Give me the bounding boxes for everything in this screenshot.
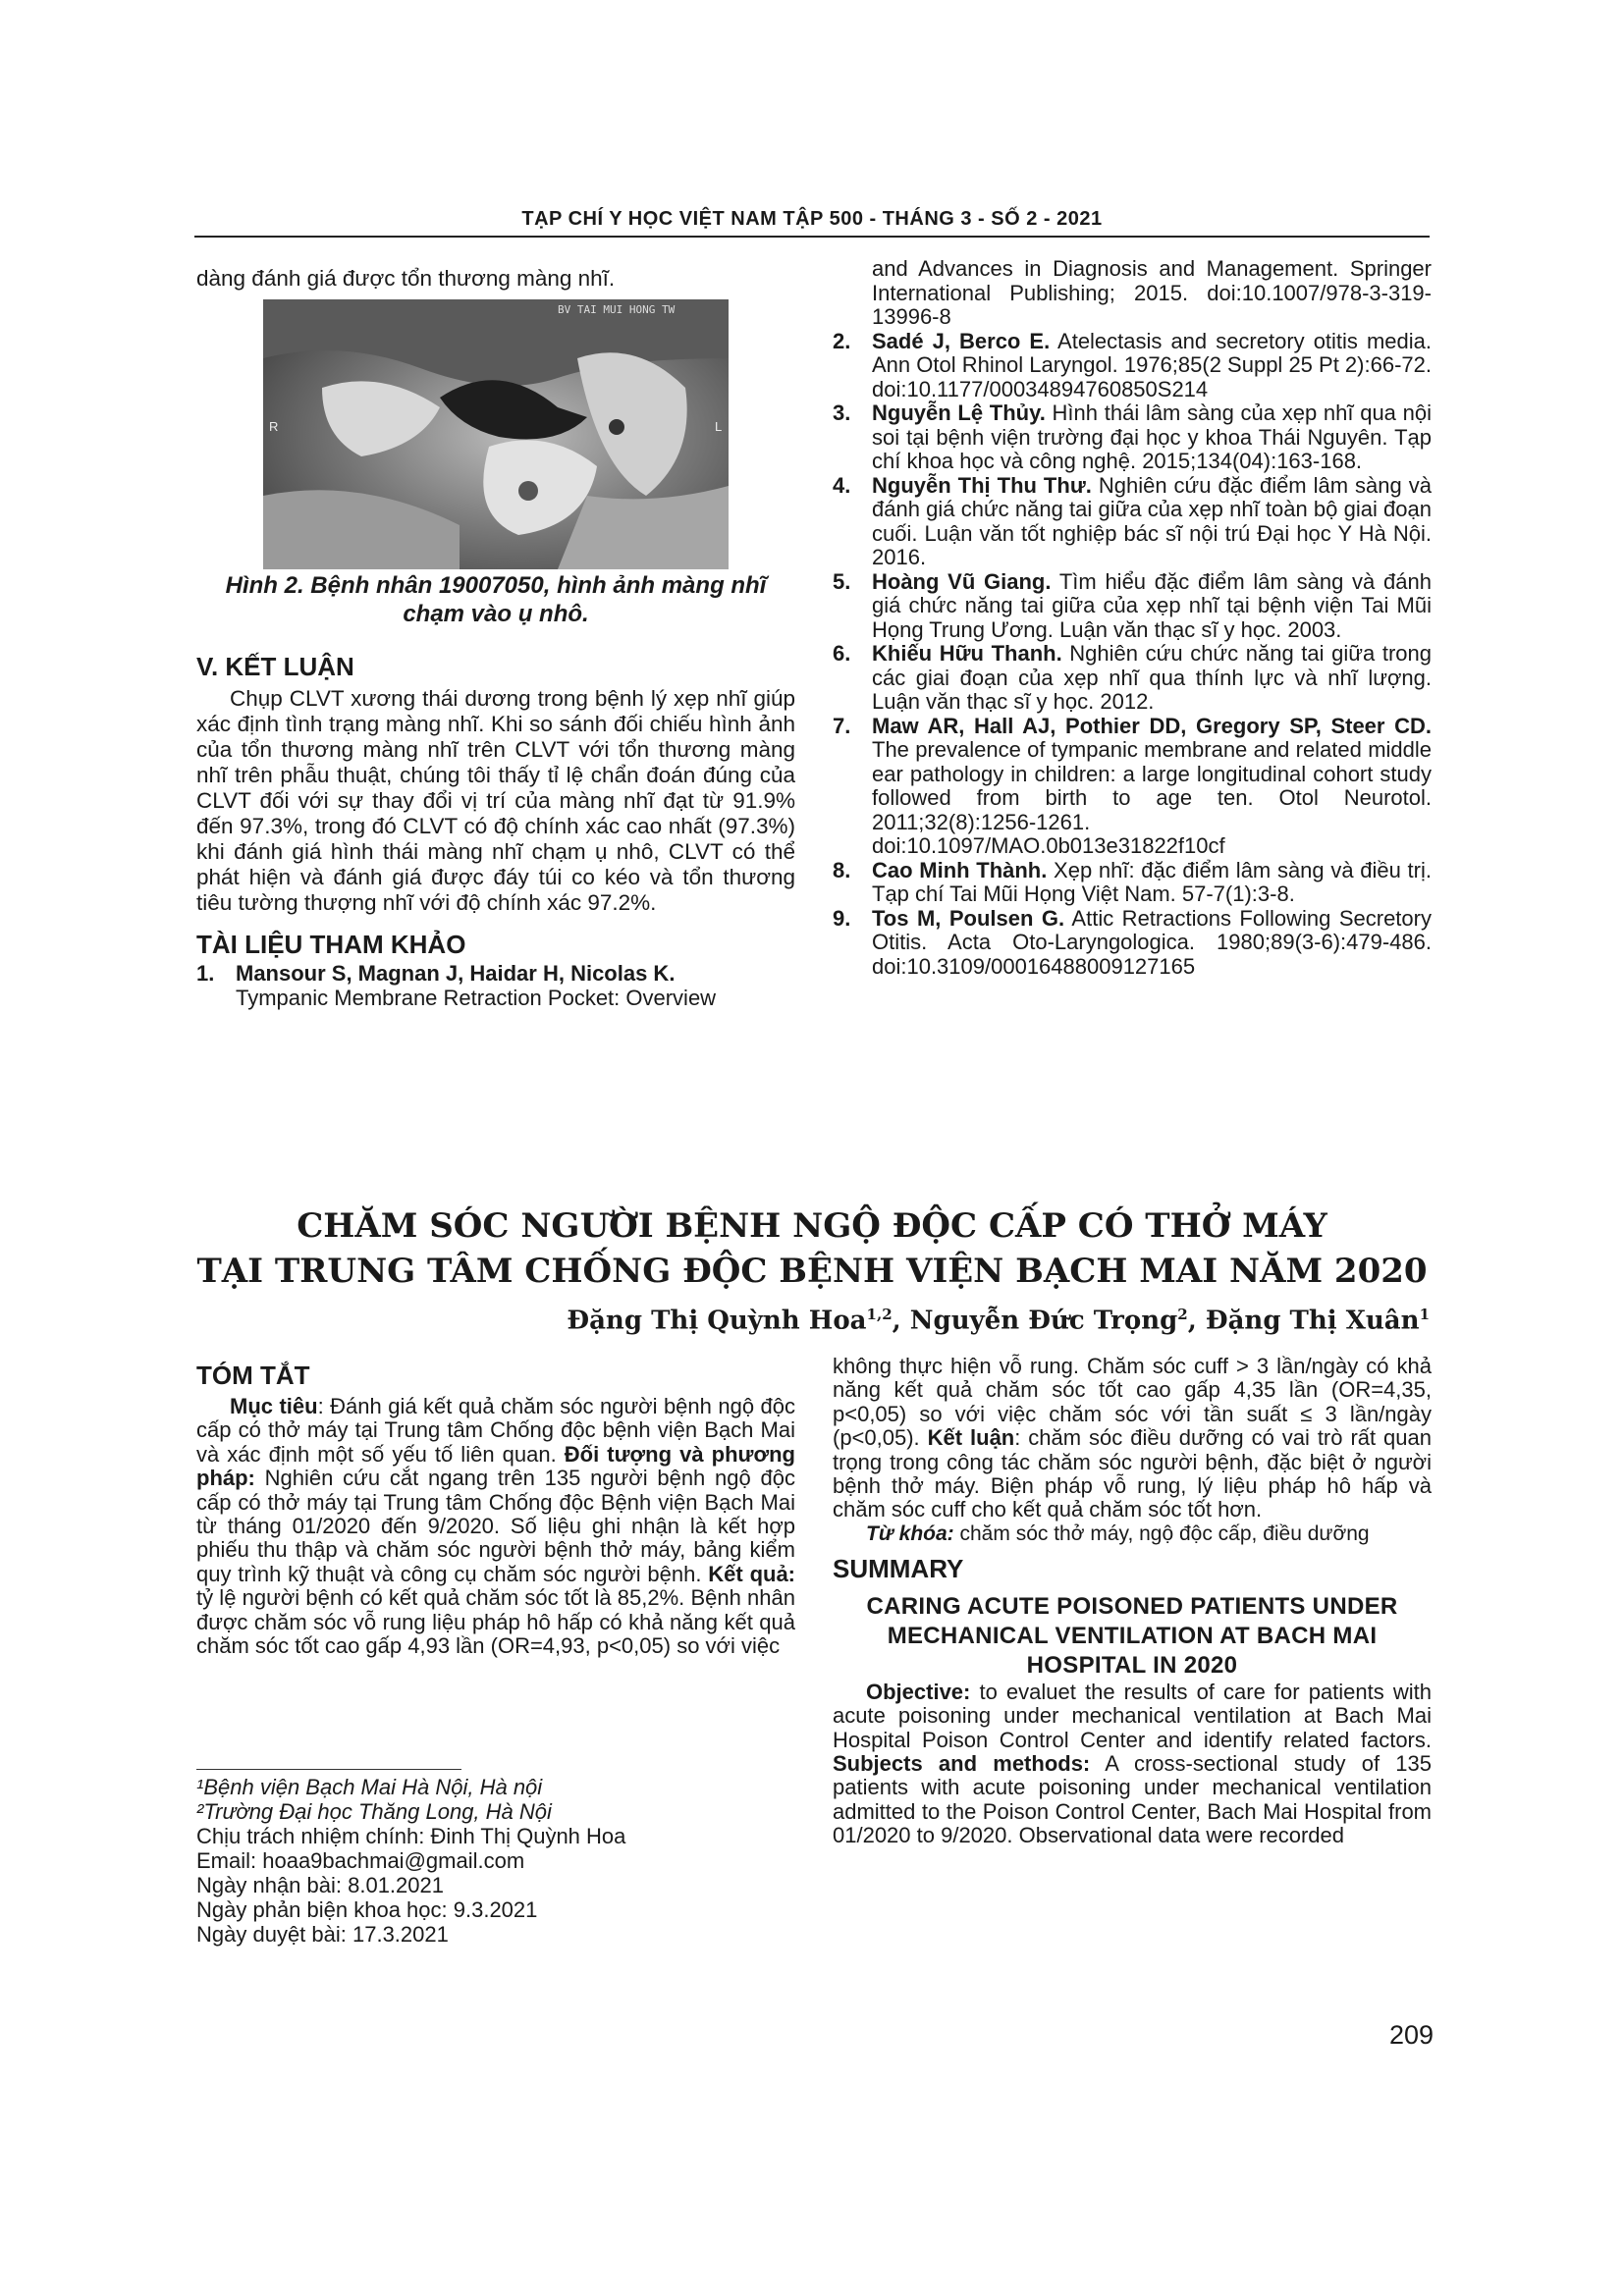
reference-authors: Cao Minh Thành.: [872, 857, 1048, 882]
author-name: Đặng Thị Quỳnh Hoa: [567, 1306, 867, 1336]
abstract-continuation: [833, 1355, 1432, 1848]
summary-methods-label: Subjects and methods:: [833, 1751, 1091, 1777]
reference-continuation: and Advances in Diagnosis and Management. Springer International Publishing; 2015. doi:10.1007/978-3-319-13996-8: [872, 256, 1432, 329]
references-heading: TÀI LIỆU THAM KHẢO: [196, 930, 466, 959]
date-accepted: Ngày duyệt bài: 17.3.2021: [196, 1922, 449, 1947]
reference-item: [833, 474, 1432, 570]
conclusion-text: Chụp CLVT xương thái dương trong bệnh lý xẹp nhĩ giúp xác định tình trạng màng nhĩ. Khi so sánh đối chiếu hình ảnh của tổn thương màng nhĩ trên CLVT với tổn thương màng nhĩ trên phẫu thuật, chúng tôi thấy tỉ lệ chẩn đoán đúng của CLVT đối với sự thay đổi vị trí của màng nhĩ đạt từ 91.9% đến 97.3%, trong đó CLVT có độ chính xác cao nhất (97.3%) khi đánh giá hình thái màng nhĩ chạm ụ nhô, CLVT có thể phát hiện và đánh giá được đáy túi co kéo và tổn thương tiêu tường thượng nhĩ với độ chính xác 97.2%.: [196, 686, 795, 915]
intro-line: dàng đánh giá được tổn thương màng nhĩ.: [196, 266, 616, 291]
keywords-text: chăm sóc thở máy, ngộ độc cấp, điều dưỡng: [953, 1522, 1370, 1545]
abstract-conclusion-label: Kết luận: [927, 1425, 1015, 1451]
abstract-methods-label: Đối tượng và phương pháp:: [196, 1441, 795, 1491]
header-rule: [194, 236, 1430, 238]
abstract-objective-text: : Đánh giá kết quả chăm sóc người bệnh ngộ độc cấp có thở máy tại Trung tâm Chống độc bệnh viện Bạch Mai và xác định một số yếu tố liên quan.: [196, 1394, 795, 1467]
reference-number: 8.: [833, 857, 851, 882]
summary-heading: SUMMARY: [833, 1553, 964, 1583]
ct-scan-image: [263, 299, 729, 569]
keywords: [833, 1522, 1432, 1546]
reference-list-right: [833, 330, 1432, 980]
abstract-results-text: tỷ lệ người bệnh có kết quả chăm sóc tốt là 85,2%. Bệnh nhân được chăm sóc vỗ rung liệu pháp hô hấp có khả năng kết quả chăm sóc tốt cao gấp 4,93 lần (OR=4,93, p<0,05) so với việc: [196, 1585, 795, 1659]
reference-item: [833, 570, 1432, 643]
reference-authors: Maw AR, Hall AJ, Pothier DD, Gregory SP, Steer CD.: [872, 713, 1432, 738]
figure-caption: Hình 2. Bệnh nhân 19007050, hình ảnh màng nhĩ chạm vào ụ nhô.: [225, 572, 767, 627]
corresponding-author: Chịu trách nhiệm chính: Đinh Thị Quỳnh Hoa: [196, 1824, 626, 1848]
abstract-conclusion-text: : chăm sóc điều dưỡng có vai trò rất quan trọng trong công tác chăm sóc người bệnh, đặc biệt ở người bệnh thở máy. Biện pháp vỗ rung, lý liệu pháp hô hấp và chăm sóc cuff cho kết quả chăm sóc tốt hơn.: [833, 1425, 1432, 1522]
abstract-section: [196, 1361, 795, 1658]
reference-number: 2.: [833, 328, 851, 353]
reference-text: Hình thái lâm sàng của xẹp nhĩ qua nội soi tại bệnh viện trường đại học y khoa Thái Nguyên. Tạp chí khoa học và công nghệ. 2015;134(04):163-168.: [872, 400, 1432, 473]
reference-number: 3.: [833, 400, 851, 425]
reference-item: [833, 401, 1432, 474]
author-affiliation: 1,2: [866, 1306, 893, 1323]
abstract-results-label: Kết quả:: [708, 1561, 796, 1586]
reference-text: Atelectasis and secretory otitis media. Ann Otol Rhinol Laryngol. 1976;85(2 Suppl 25 Pt 2):66-72. doi:10.1177/00034894760850S214: [872, 328, 1433, 401]
journal-header: TẠP CHÍ Y HỌC VIỆT NAM TẬP 500 - THÁNG 3 - SỐ 2 - 2021: [521, 208, 1103, 230]
reference-text: Nghiên cứu đặc điểm lâm sàng và đánh giá chức năng tai giữa của xẹp nhĩ toàn bộ giai đoạn cuối. Luận văn tốt nghiệp bác sĩ nội trú Đại học Y Hà Nội. 2016.: [872, 472, 1432, 569]
author-separator: ,: [892, 1306, 910, 1336]
article-title: [194, 1203, 1430, 1294]
author-name: Đặng Thị Xuân: [1205, 1306, 1420, 1336]
summary-objective-text: to evaluet the results of care for patients with acute poisoning under mechanical ventilation at Bach Mai Hospital Poison Control Center and identify related factors.: [833, 1679, 1432, 1752]
reference-number: 5.: [833, 568, 851, 594]
summary-title: CARING ACUTE POISONED PATIENTS UNDER MECHANICAL VENTILATION AT BACH MAI HOSPITAL IN 2020: [866, 1592, 1398, 1679]
abstract-objective-label: Mục tiêu: [230, 1394, 318, 1418]
author-affiliation: 1: [1419, 1306, 1430, 1323]
figure-marker-l: L: [715, 419, 723, 434]
reference-authors: Nguyễn Lệ Thủy.: [872, 400, 1046, 425]
title-line-2: TẠI TRUNG TÂM CHỐNG ĐỘC BỆNH VIỆN BẠCH MAI NĂM 2020: [196, 1252, 1428, 1291]
summary-objective-label: Objective:: [866, 1679, 971, 1704]
ct-scan-figure: [263, 299, 729, 569]
title-line-1: CHĂM SÓC NGƯỜI BỆNH NGỘ ĐỘC CẤP CÓ THỞ MÁY: [297, 1206, 1327, 1246]
author-separator: ,: [1187, 1306, 1206, 1336]
footnote-rule: [196, 1769, 461, 1770]
author-affiliation: 2: [1177, 1306, 1188, 1323]
reference-number: 9.: [833, 905, 851, 931]
date-reviewed: Ngày phản biện khoa học: 9.3.2021: [196, 1897, 538, 1922]
reference-number: 1.: [196, 961, 215, 986]
reference-text: The prevalence of tympanic membrane and related middle ear pathology in children: a large longitudinal cohort study followed from birth to age ten. Otol Neurotol. 2011;32(8):1256-1261. doi:10.1097/MAO.0b013e31822f10cf: [872, 737, 1432, 858]
reference-authors: Tos M, Poulsen G.: [872, 905, 1065, 931]
conclusion-section: [196, 652, 795, 1010]
reference-item: [833, 642, 1432, 715]
author-name: Nguyễn Đức Trọng: [909, 1306, 1178, 1336]
summary-text: [833, 1681, 1432, 1848]
reference-item: [833, 330, 1432, 402]
author-list: [194, 1306, 1430, 1336]
reference-number: 7.: [833, 713, 851, 738]
affiliation-1: ¹Bệnh viện Bạch Mai Hà Nội, Hà nội: [196, 1775, 543, 1799]
reference-text: Nghiên cứu chức năng tai giữa trong các giai đoạn của xẹp nhĩ qua thính lực và nhĩ lượng. Luận văn thạc sĩ y học. 2012.: [872, 641, 1432, 714]
reference-number: 4.: [833, 472, 851, 498]
abstract-text: [196, 1395, 795, 1658]
reference-text: Tympanic Membrane Retraction Pocket: Overview: [236, 985, 717, 1010]
reference-authors: Mansour S, Magnan J, Haidar H, Nicolas K.: [236, 961, 676, 986]
summary-methods-text: A cross-sectional study of 135 patients with acute poisoning under mechanical ventilation admitted to the Poison Control Center, Bach Mai Hospital from 01/2020 to 9/2020. Observational data were recorded: [833, 1751, 1432, 1848]
reference-authors: Nguyễn Thị Thu Thư.: [872, 472, 1092, 498]
reference-item: [833, 715, 1432, 859]
abstract-methods-text: Nghiên cứu cắt ngang trên 135 người bệnh ngộ độc cấp có thở máy tại Trung tâm Chống độc Bệnh viện Bạch Mai từ tháng 01/2020 đến 9/2020. Số liệu ghi nhận là kết hợp phiếu thu thập và chăm sóc người bệnh thở máy, bảng kiểm quy trình kỹ thuật và công cụ chăm sóc người bệnh.: [196, 1466, 795, 1586]
abstract-cont-part: không thực hiện vỗ rung. Chăm sóc cuff > 3 lần/ngày có khả năng kết quả chăm sóc tốt cao gấp 4,35 lần (OR=4,35, p<0,05) so với việc chăm sóc với tần suất ≤ 3 lần/ngày (p<0,05).: [833, 1354, 1432, 1451]
reference-number: 6.: [833, 641, 851, 666]
reference-text: Attic Retractions Following Secretory Otitis. Acta Oto-Laryngologica. 1980;89(3-6):479-486. doi:10.3109/00016488009127165: [872, 905, 1432, 979]
conclusion-heading: V. KẾT LUẬN: [196, 652, 354, 681]
reference-authors: Khiếu Hữu Thanh.: [872, 641, 1062, 666]
email: Email: hoaa9bachmai@gmail.com: [196, 1848, 525, 1873]
page-number: 209: [1388, 2020, 1434, 2050]
left-column-top: [196, 267, 795, 292]
right-column-references: [833, 257, 1432, 979]
abstract-heading: TÓM TẮT: [196, 1361, 310, 1390]
affiliation-2: ²Trường Đại học Thăng Long, Hà Nội: [196, 1799, 552, 1824]
footnotes: [196, 1775, 825, 1947]
reference-authors: Hoàng Vũ Giang.: [872, 568, 1052, 594]
reference-list-left: [196, 962, 795, 1010]
reference-item: [196, 962, 795, 1010]
reference-text: Xẹp nhĩ: đặc điểm lâm sàng và điều trị. Tạp chí Tai Mũi Họng Việt Nam. 57-7(1):3-8.: [872, 857, 1432, 906]
date-received: Ngày nhận bài: 8.01.2021: [196, 1873, 444, 1897]
reference-item: [833, 859, 1432, 907]
abstract-cont-text: [833, 1355, 1432, 1522]
reference-text: Tìm hiểu đặc điểm lâm sàng và đánh giá chức năng tai giữa của xẹp nhĩ tại bệnh viện Tai Mũi Họng Trung Ương. Luận văn thạc sĩ y học. 2003.: [872, 568, 1432, 642]
reference-authors: Sadé J, Berco E.: [872, 328, 1051, 353]
reference-item: [833, 907, 1432, 980]
keywords-label: Từ khóa:: [866, 1522, 954, 1545]
figure-marker-r: R: [269, 419, 279, 434]
figure-overlay-text: BV TAI MUI HONG TW: [558, 303, 676, 316]
